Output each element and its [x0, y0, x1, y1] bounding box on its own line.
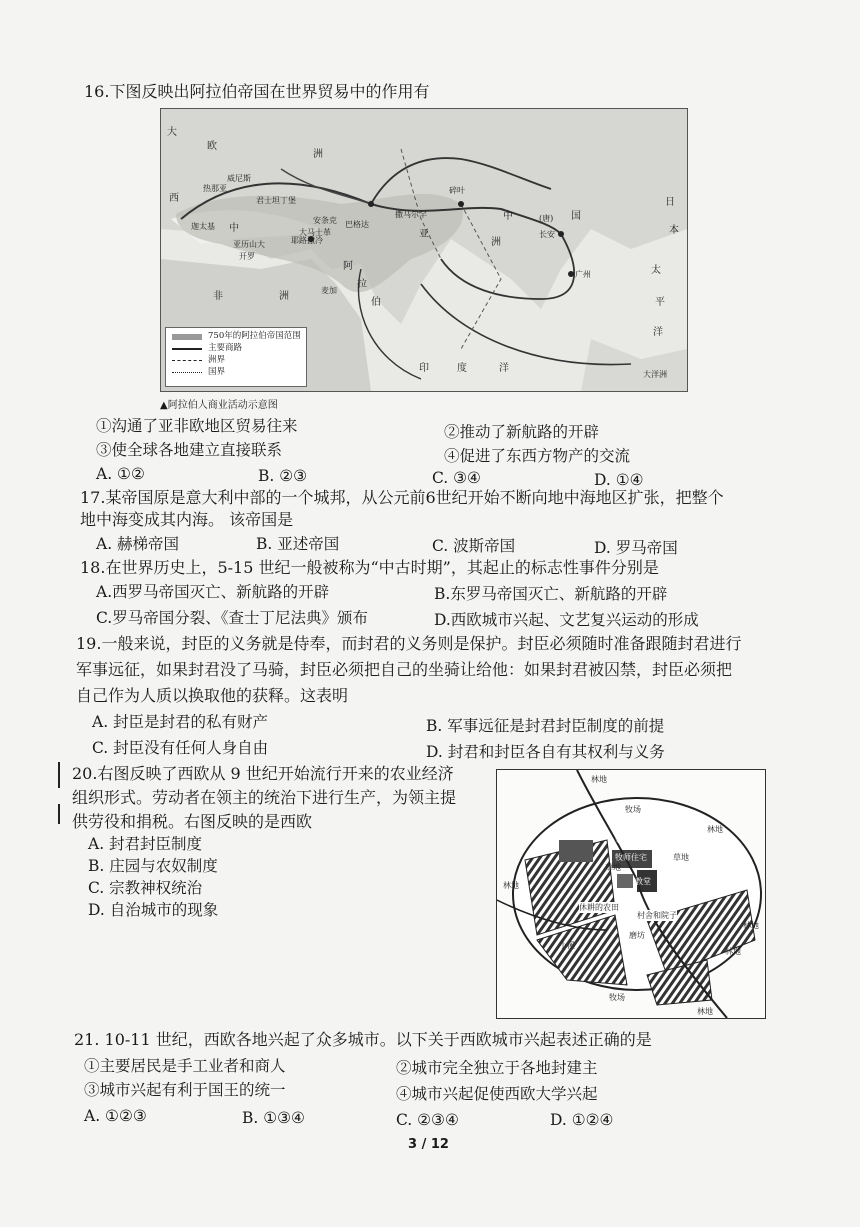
map-label: 威尼斯: [227, 174, 251, 183]
map-label: 太: [651, 265, 661, 276]
manor-label: 休耕的农田: [579, 903, 619, 912]
map-label: 巴格达: [345, 220, 369, 229]
map-label: 安条克: [313, 216, 337, 225]
q17-answer-d: D. 罗马帝国: [594, 539, 678, 557]
q16-option-1: ①沟通了亚非欧地区贸易往来: [96, 417, 298, 435]
map-label: 印: [419, 363, 429, 374]
map-label: 欧: [207, 141, 217, 152]
q16-answer-d: D. ①④: [594, 471, 644, 489]
map-label: 平: [655, 297, 665, 308]
manor-label: 林地: [503, 881, 519, 890]
q19-stem-line1: 19.一般来说，封臣的义务就是侍奉，而封君的义务则是保护。封臣必须随时准备跟随封君进行: [76, 634, 742, 653]
map-label: 广州: [575, 270, 591, 279]
arab-trade-map: [160, 108, 688, 392]
map-label: 洋: [499, 363, 509, 374]
q19-answer-b: B. 军事远征是封君封臣制度的前提: [426, 717, 665, 735]
legend-national-border: 国界: [208, 367, 226, 377]
manor-label: 林地: [743, 921, 759, 930]
q17-answer-b: B. 亚述帝国: [256, 535, 340, 553]
q21-option-3: ③城市兴起有利于国王的统一: [84, 1081, 286, 1099]
map-label: 迦太基: [191, 222, 215, 231]
q18-answer-b: B.东罗马帝国灭亡、新航路的开辟: [434, 585, 668, 603]
map-caption: ▲阿拉伯人商业活动示意图: [160, 400, 278, 411]
map-label: 伯: [371, 297, 381, 308]
manor-label: 教堂: [635, 877, 651, 886]
q16-stem: 16.下图反映出阿拉伯帝国在世界贸易中的作用有: [84, 82, 430, 101]
manor-label: 领主住宅: [615, 835, 647, 844]
manor-label: 牧场: [609, 993, 625, 1002]
map-label: 日: [665, 197, 675, 208]
q20-answer-b: B. 庄园与农奴制度: [88, 857, 218, 875]
map-label: 热那亚: [203, 184, 227, 193]
q21-answer-c: C. ②③④: [396, 1111, 459, 1129]
q16-answer-b: B. ②③: [258, 467, 308, 485]
q20-stem-line1: 20.右图反映了西欧从 9 世纪开始流行开来的农业经济: [72, 764, 454, 783]
q20-stem-line2: 组织形式。劳动者在领主的统治下进行生产，为领主提: [72, 788, 457, 807]
q16-option-4: ④促进了东西方物产的交流: [444, 447, 631, 465]
manor-label: 村舍和院子: [637, 911, 677, 920]
q16-option-2: ②推动了新航路的开辟: [444, 423, 600, 441]
page-number: 3 / 12: [408, 1137, 449, 1152]
q20-answer-c: C. 宗教神权统治: [88, 879, 203, 897]
q17-answer-c: C. 波斯帝国: [432, 537, 516, 555]
map-label: 国: [571, 211, 581, 222]
manor-label: 牧师住宅: [615, 853, 647, 862]
q20-answer-a: A. 封君封臣制度: [88, 835, 203, 853]
map-label: 拉: [357, 279, 367, 290]
q16-answer-a: A. ①②: [96, 465, 145, 483]
q17-stem-line2: 地中海变成其内海。 该帝国是: [80, 510, 294, 529]
map-label: 洲: [279, 291, 289, 302]
map-label: 亚: [419, 229, 429, 240]
map-label: 洲: [313, 149, 323, 160]
q18-answer-a: A.西罗马帝国灭亡、新航路的开辟: [96, 583, 330, 601]
manor-label: 牧场: [625, 805, 641, 814]
q20-answer-d: D. 自治城市的现象: [88, 901, 219, 919]
q21-answer-b: B. ①③④: [242, 1109, 305, 1127]
q19-stem-line2: 军事远征，如果封君没了马骑，封臣必须把自己的坐骑让给他：如果封君被囚禁，封臣必须把: [76, 660, 733, 679]
manor-label: 草地: [605, 863, 621, 872]
q17-stem-line1: 17.某帝国原是意大利中部的一个城邦，从公元前6世纪开始不断向地中海地区扩张，把整个: [80, 488, 724, 507]
manor-label: 林地: [591, 775, 607, 784]
map-label: 大洋洲: [643, 370, 667, 379]
legend-continent-border: 洲界: [208, 355, 226, 365]
q20-stem-line3: 供劳役和捐税。右图反映的是西欧: [72, 812, 313, 831]
q19-stem-line3: 自己作为人质以换取他的获释。这表明: [76, 686, 349, 705]
map-label: 撒马尔罕: [395, 210, 427, 219]
legend-routes: 主要商路: [208, 343, 243, 353]
map-label: 阿: [343, 261, 353, 272]
map-label: 耶路撒冷: [291, 236, 323, 245]
q19-answer-a: A. 封臣是封君的私有财产: [92, 713, 269, 731]
q18-stem: 18.在世界历史上，5-15 世纪一般被称为“中古时期”，其起止的标志性事件分别是: [80, 558, 659, 577]
map-label: 亚历山大: [233, 240, 265, 249]
map-label: 碎叶: [449, 186, 465, 195]
q19-answer-c: C. 封臣没有任何人身自由: [92, 739, 269, 757]
map-label: 非: [213, 291, 223, 302]
map-label: 洋: [653, 327, 663, 338]
margin-bracket: [58, 804, 60, 824]
q21-answer-a: A. ①②③: [84, 1107, 147, 1125]
q18-answer-c: C.罗马帝国分裂、《查士丁尼法典》颁布: [96, 609, 368, 627]
manor-label: 草地: [673, 853, 689, 862]
map-label: (唐): [539, 214, 554, 223]
map-label: 本: [669, 225, 679, 236]
q21-stem: 21. 10-11 世纪，西欧各地兴起了众多城市。以下关于西欧城市兴起表述正确的是: [74, 1030, 652, 1049]
q21-answer-d: D. ①②④: [550, 1111, 614, 1129]
manor-label: 林地: [697, 1007, 713, 1016]
manor-diagram: [496, 769, 766, 1019]
legend-empire: 750年的阿拉伯帝国范围: [208, 331, 301, 341]
manor-label: 林地: [707, 825, 723, 834]
map-label: 麦加: [321, 286, 337, 295]
map-label: 中: [503, 211, 513, 222]
map-label: 大马士革: [299, 228, 331, 237]
manor-label: 林地: [725, 947, 741, 956]
map-label: 大: [167, 127, 177, 138]
q21-option-4: ④城市兴起促使西欧大学兴起: [396, 1085, 598, 1103]
map-legend: [165, 327, 307, 387]
q18-answer-d: D.西欧城市兴起、文艺复兴运动的形成: [434, 611, 699, 629]
q19-answer-d: D. 封君和封臣各自有其权利与义务: [426, 743, 665, 761]
q17-answer-a: A. 赫梯帝国: [96, 535, 180, 553]
map-label: 开罗: [239, 252, 255, 261]
map-label: 君士坦丁堡: [256, 196, 296, 205]
q16-answer-c: C. ③④: [432, 469, 481, 487]
manor-label: 磨坊: [629, 931, 645, 940]
map-label: 长安: [539, 230, 555, 239]
q16-option-3: ③使全球各地建立直接联系: [96, 441, 283, 459]
q21-option-2: ②城市完全独立于各地封建主: [396, 1059, 598, 1077]
map-label: 中: [229, 223, 239, 234]
map-label: 洲: [491, 237, 501, 248]
margin-bracket: [58, 762, 60, 788]
manor-label: 小溪: [559, 941, 575, 950]
map-label: 西: [169, 193, 179, 204]
q21-option-1: ①主要居民是手工业者和商人: [84, 1057, 286, 1075]
map-label: 度: [457, 363, 467, 374]
